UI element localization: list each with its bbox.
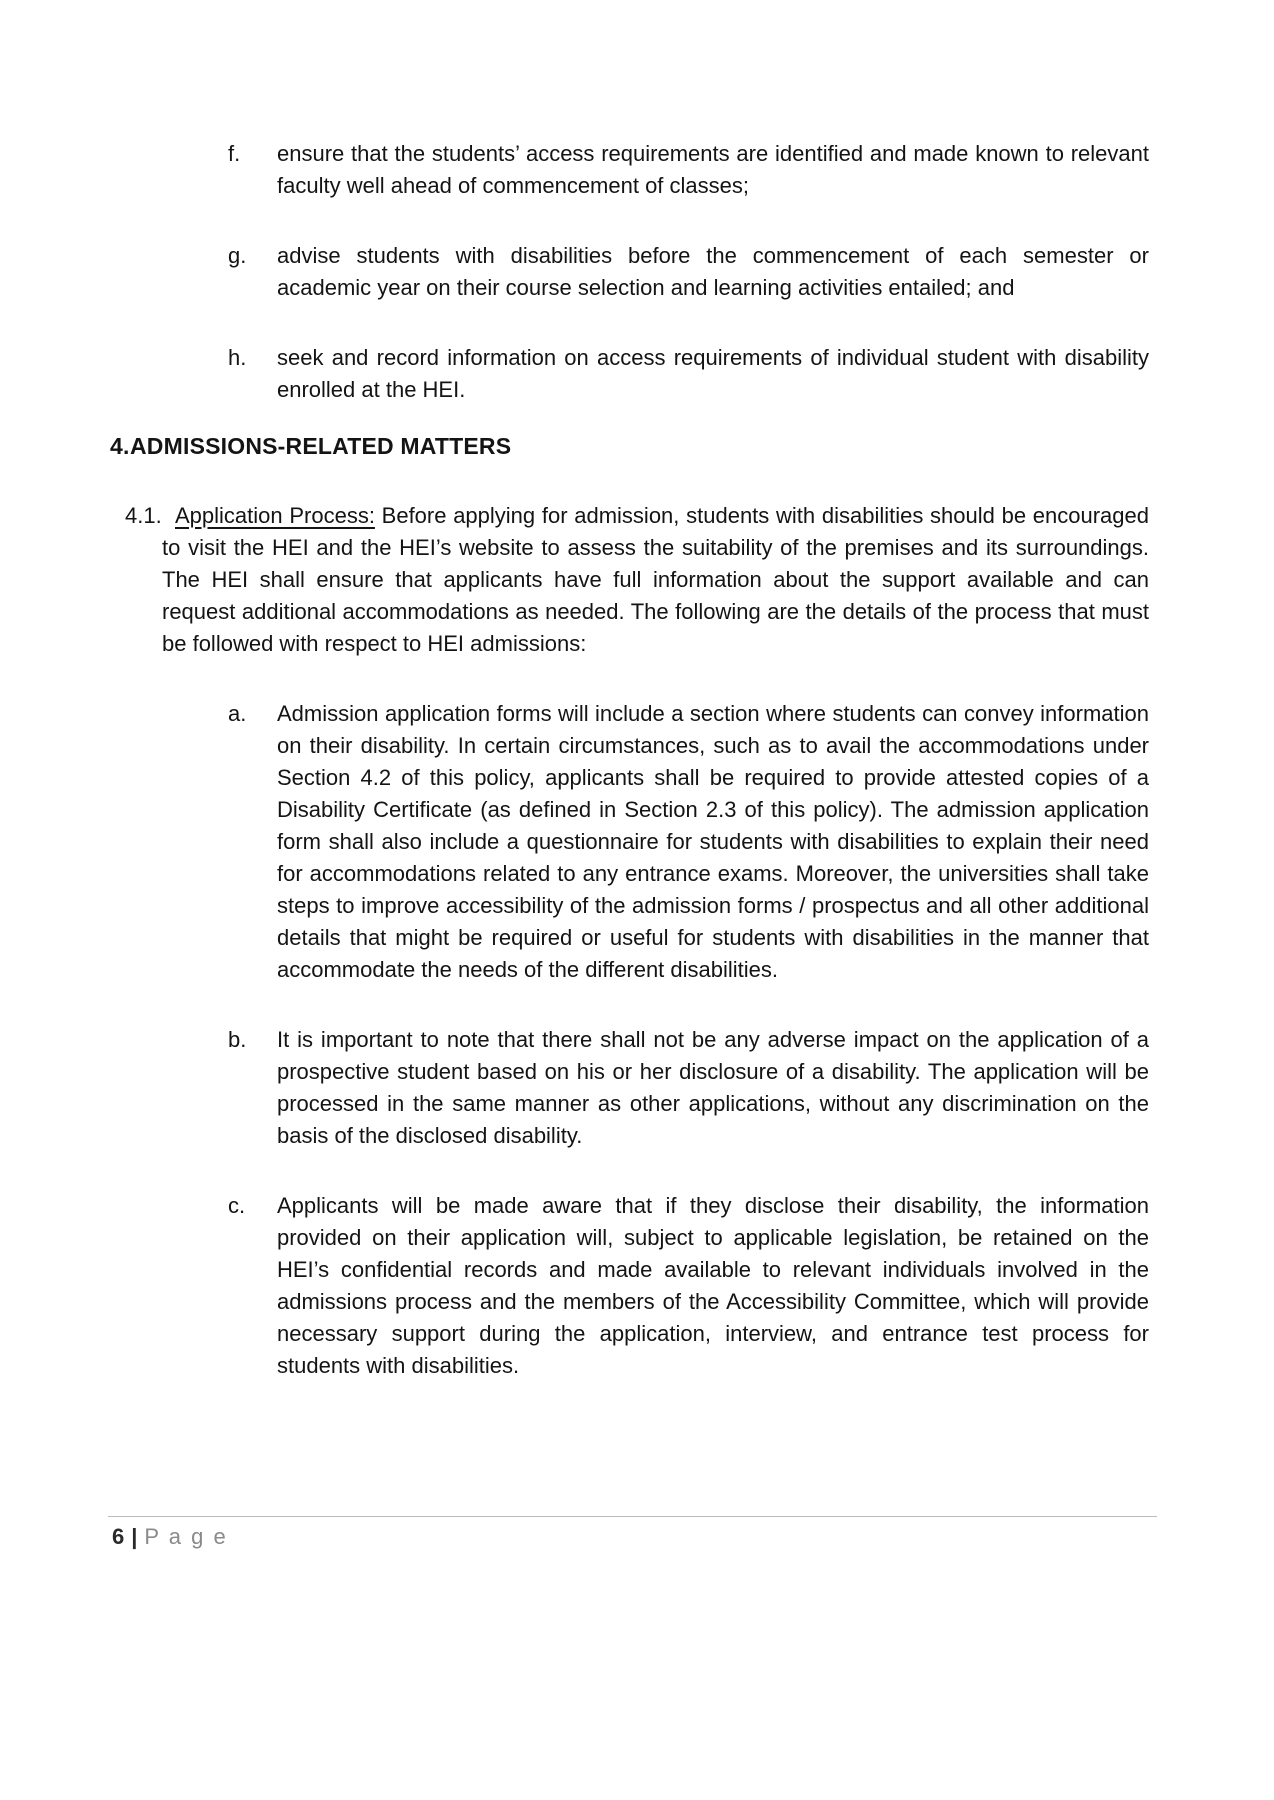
list-item-text: Applicants will be made aware that if they disclose their disability, the information provided on their application will, subject to applicable legislation, be retained on the HEI’s confidential records and made available to relevant individuals involved in the admissions process and the members of the Accessibility Committee, which will provide necessary support during the application, interview, and entrance test process for students with disabilities. [277,1193,1149,1378]
footer-separator: | [131,1524,138,1549]
list-item-text: It is important to note that there shall not be any adverse impact on the application of a prospective student based on his or her disclosure of a disability. The application will be processed in the same manner as other applications, without any discrimination on the basis of the disclosed disability. [277,1027,1149,1148]
list-item-g [228,240,1149,304]
list-item-marker: c. [228,1193,246,1218]
list-item-marker: a. [228,701,247,726]
section-title: ADMISSIONS-RELATED MATTERS [130,433,512,459]
section-heading [110,430,1149,462]
list-item-a [228,698,1149,986]
page-footer [112,1524,228,1550]
list-item-marker: f. [228,141,241,166]
list-item-marker: h. [228,345,247,370]
clause-number: 4.1. [125,503,162,528]
list-item-b [228,1024,1149,1152]
list-item-h [228,342,1149,406]
page-number: 6 [112,1524,125,1549]
section-number: 4. [110,433,130,459]
clause-lead-underlined: Application Process: [175,503,375,528]
clause-4-1 [125,500,1150,660]
clause-text: Before applying for admission, students with disabilities should be encouraged to visit the HEI and the HEI’s website to assess the suitability of the premises and its surroundings. The HEI shall ensure that applicants have full information about the support available and can request additional accommodations as needed. The following are the details of the process that must be followed with respect to HEI admissions: [162,503,1150,656]
list-item-marker: g. [228,243,247,268]
list-item-marker: b. [228,1027,247,1052]
list-item-text: Admission application forms will include a section where students can convey information on their disability. In certain circumstances, such as to avail the accommodations under Section 4.2 of this policy, applicants shall be required to provide attested copies of a Disability Certificate (as defined in Section 2.3 of this policy). The admission application form shall also include a questionnaire for students with disabilities to explain their need for accommodations related to any entrance exams. Moreover, the universities shall take steps to improve accessibility of the admission forms / prospectus and all other additional details that might be required or useful for students with disabilities in the manner that accommodate the needs of the different disabilities. [277,701,1149,982]
footer-divider [108,1516,1157,1517]
list-item-text: seek and record information on access requirements of individual student with disability enrolled at the HEI. [277,345,1149,402]
list-item-text: advise students with disabilities before the commencement of each semester or academic year on their course selection and learning activities entailed; and [277,243,1149,300]
list-item-f [228,138,1149,202]
footer-page-label: P a g e [144,1524,228,1549]
list-item-text: ensure that the students’ access requirements are identified and made known to relevant faculty well ahead of commencement of classes; [277,141,1149,198]
list-item-c [228,1190,1149,1382]
